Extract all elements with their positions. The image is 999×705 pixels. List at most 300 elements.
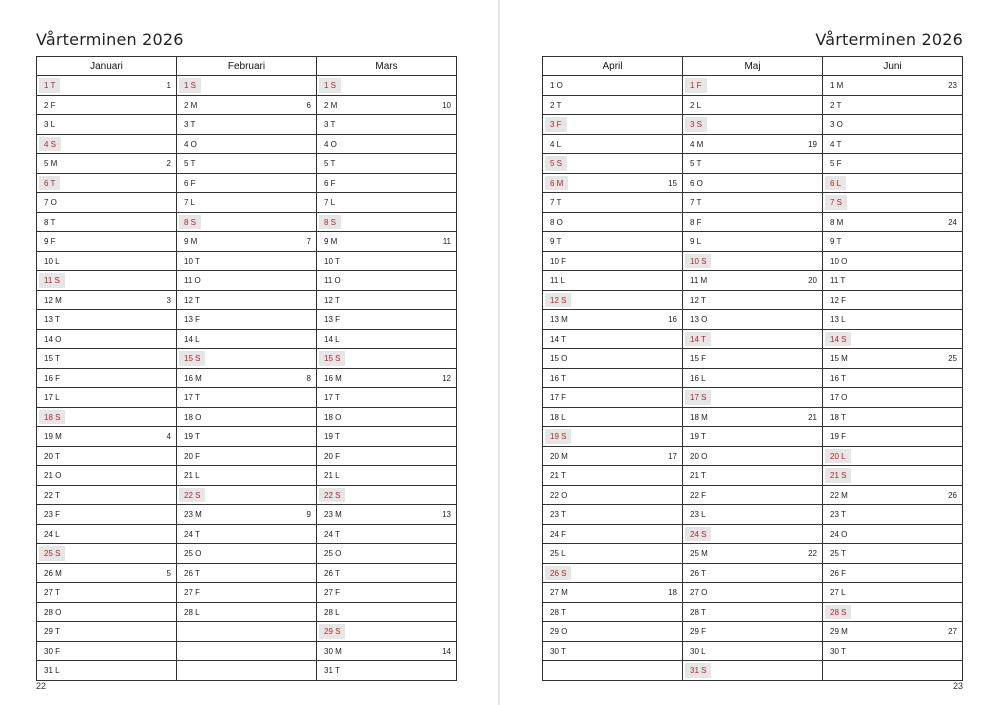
page-number: 23 [952,681,963,691]
day-label: 29 F [690,627,707,636]
right-page [500,0,999,705]
day-cell [683,115,823,135]
day-label: 12 F [830,295,847,305]
day-label: 28 T [690,607,706,617]
holiday-day-label: 14 S [825,332,851,347]
day-cell [823,505,963,525]
holiday-day-label: 19 S [545,429,571,444]
empty-cell [177,622,317,642]
day-label: 14 O [44,334,62,344]
day-label: 27 O [690,588,708,597]
holiday-day-label: 20 L [825,449,851,464]
day-label: 15 O [550,354,568,363]
day-cell [177,290,317,310]
day-label: 2 T [830,100,842,110]
day-cell [37,173,177,193]
day-label: 1 M [830,81,844,90]
day-cell [37,466,177,486]
day-row [37,329,457,349]
day-label: 20 O [690,451,708,461]
day-cell [823,251,963,271]
day-row [543,134,963,154]
day-row [543,505,963,525]
day-cell [177,154,317,174]
day-label: 3 T [324,120,336,129]
day-cell [543,329,683,349]
day-label: 2 L [690,100,702,110]
day-label: 16 M [184,373,202,383]
day-label: 29 O [550,627,568,636]
day-row [37,466,457,486]
day-row [37,661,457,681]
day-cell [317,251,457,271]
day-label: 23 F [44,510,61,519]
day-label: 28 L [324,607,340,617]
empty-cell [177,661,317,681]
day-cell [317,544,457,564]
day-cell [823,329,963,349]
day-cell [683,76,823,96]
day-row [543,212,963,232]
day-cell [823,271,963,291]
day-cell [177,524,317,544]
day-cell [177,329,317,349]
day-label: 30 M [324,646,342,656]
day-cell [823,388,963,408]
day-label: 9 F [44,237,56,246]
day-row [543,602,963,622]
day-cell [543,95,683,115]
day-cell [823,407,963,427]
day-cell [317,661,457,681]
day-cell [683,505,823,525]
day-label: 23 M [324,510,342,519]
day-cell [37,407,177,427]
day-label: 19 F [830,432,847,441]
day-label: 21 T [550,471,566,480]
day-label: 24 F [550,529,567,539]
day-label: 25 O [324,549,342,558]
day-row [37,232,457,252]
day-cell [683,485,823,505]
day-label: 6 O [690,178,703,188]
day-label: 3 O [830,120,843,129]
week-number: 13 [442,510,451,519]
day-cell [543,622,683,642]
day-cell [683,602,823,622]
day-label: 20 T [44,451,60,461]
day-row [37,95,457,115]
day-label: 26 T [324,568,340,578]
day-cell [823,446,963,466]
week-number: 24 [948,217,957,227]
day-label: 23 L [690,510,706,519]
day-label: 26 T [184,568,200,578]
day-label: 24 L [44,529,60,539]
day-cell [37,661,177,681]
day-cell [177,76,317,96]
day-cell [177,427,317,447]
day-cell [317,232,457,252]
day-cell [683,193,823,213]
day-cell [823,622,963,642]
day-cell [37,271,177,291]
page-number: 22 [36,681,47,691]
day-cell [317,173,457,193]
day-cell [37,251,177,271]
day-row [543,661,963,681]
day-cell [543,115,683,135]
day-row [37,505,457,525]
day-row [543,95,963,115]
day-cell [683,407,823,427]
day-cell [177,368,317,388]
holiday-day-label: 1 T [39,78,60,93]
day-cell [683,388,823,408]
day-cell [317,95,457,115]
day-cell [683,641,823,661]
day-label: 13 M [550,315,568,324]
day-label: 3 L [44,120,56,129]
day-cell [823,95,963,115]
day-label: 9 L [690,237,702,246]
day-row [543,485,963,505]
day-cell [543,232,683,252]
week-number: 10 [442,100,451,110]
holiday-day-label: 1 S [319,78,341,93]
day-row [543,349,963,369]
day-label: 7 T [690,198,702,207]
month-header-row [543,57,963,76]
day-cell [177,310,317,330]
day-cell [683,134,823,154]
day-cell [177,115,317,135]
day-cell [37,505,177,525]
day-cell [683,524,823,544]
day-label: 19 M [44,432,62,441]
day-cell [823,427,963,447]
holiday-day-label: 10 S [685,254,711,269]
empty-cell [543,661,683,681]
day-cell [683,466,823,486]
week-number: 14 [442,646,451,656]
holiday-day-label: 22 S [319,488,345,503]
day-cell [37,602,177,622]
day-label: 18 O [324,412,342,422]
day-cell [177,485,317,505]
day-row [543,193,963,213]
day-row [543,271,963,291]
day-row [543,329,963,349]
day-label: 7 O [44,198,57,207]
day-cell [177,232,317,252]
holiday-day-label: 3 S [685,117,707,132]
day-cell [543,563,683,583]
day-label: 16 T [550,373,566,383]
day-label: 16 M [324,373,342,383]
day-label: 8 M [830,217,844,227]
day-cell [37,232,177,252]
holiday-day-label: 6 T [39,176,60,191]
day-cell [37,115,177,135]
day-label: 19 T [184,432,200,441]
day-cell [317,271,457,291]
day-label: 13 F [324,315,341,324]
day-cell [683,212,823,232]
day-row [543,427,963,447]
page-title: Vårterminen 2026 [815,30,963,49]
holiday-day-label: 14 T [685,332,711,347]
day-label: 7 L [324,198,336,207]
day-cell [543,544,683,564]
day-label: 4 O [324,139,337,149]
day-cell [177,95,317,115]
day-label: 9 T [830,237,842,246]
day-label: 25 O [184,549,202,558]
day-row [543,368,963,388]
day-label: 18 M [690,412,708,422]
day-row [543,622,963,642]
day-cell [317,641,457,661]
day-cell [823,349,963,369]
day-label: 17 T [324,393,340,402]
week-number: 3 [166,295,171,305]
day-cell [177,193,317,213]
day-cell [543,349,683,369]
day-cell [37,641,177,661]
week-number: 26 [948,490,957,500]
holiday-day-label: 11 S [39,273,65,288]
day-cell [823,641,963,661]
day-label: 24 O [830,529,848,539]
day-cell [683,232,823,252]
day-cell [177,173,317,193]
day-label: 25 T [830,549,846,558]
holiday-day-label: 3 F [545,117,567,132]
day-label: 28 L [184,607,200,617]
day-cell [37,524,177,544]
day-label: 27 T [44,588,60,597]
day-label: 31 T [324,666,340,675]
day-label: 26 M [44,568,62,578]
day-cell [37,563,177,583]
day-label: 11 L [550,276,565,285]
day-row [543,466,963,486]
week-number: 19 [808,139,817,149]
day-label: 19 T [690,432,706,441]
week-number: 4 [166,432,171,441]
week-number: 23 [948,81,957,90]
day-row [543,641,963,661]
day-label: 17 L [44,393,60,402]
day-row [543,115,963,135]
month-header: Januari [37,57,177,76]
day-label: 12 T [184,295,200,305]
week-number: 9 [306,510,311,519]
day-label: 26 F [830,568,847,578]
week-number: 15 [668,178,677,188]
day-label: 2 M [324,100,338,110]
day-label: 1 O [550,81,563,90]
day-cell [543,76,683,96]
day-label: 20 F [324,451,341,461]
day-row [543,290,963,310]
day-label: 5 T [184,159,196,168]
day-cell [317,212,457,232]
day-cell [823,485,963,505]
day-row [37,563,457,583]
day-label: 18 L [550,412,566,422]
day-label: 20 M [550,451,568,461]
day-row [543,154,963,174]
day-cell [683,583,823,603]
day-row [37,290,457,310]
day-row [543,407,963,427]
day-cell [37,193,177,213]
day-cell [37,290,177,310]
week-number: 16 [668,315,677,324]
holiday-day-label: 6 M [545,176,568,191]
day-label: 30 F [44,646,61,656]
day-cell [683,349,823,369]
day-row [37,134,457,154]
month-header: April [543,57,683,76]
day-label: 11 M [690,276,708,285]
day-cell [543,154,683,174]
day-label: 8 T [44,217,56,227]
day-cell [823,232,963,252]
day-row [543,544,963,564]
day-cell [823,310,963,330]
day-cell [543,212,683,232]
day-row [37,407,457,427]
day-cell [177,602,317,622]
day-label: 8 O [550,217,563,227]
day-cell [317,485,457,505]
day-label: 6 F [324,178,336,188]
day-row [37,154,457,174]
day-label: 27 F [184,588,201,597]
day-cell [37,134,177,154]
day-row [37,485,457,505]
day-cell [37,583,177,603]
day-label: 18 O [184,412,202,422]
day-label: 18 T [830,412,846,422]
empty-cell [823,661,963,681]
holiday-day-label: 26 S [545,566,571,581]
day-cell [543,193,683,213]
day-label: 30 L [690,646,706,656]
day-cell [317,622,457,642]
day-row [543,446,963,466]
day-cell [317,290,457,310]
week-number: 18 [668,588,677,597]
day-cell [177,349,317,369]
day-cell [823,466,963,486]
holiday-day-label: 21 S [825,468,851,483]
holiday-day-label: 15 S [319,351,345,366]
day-row [543,251,963,271]
week-number: 22 [808,549,817,558]
day-label: 23 T [830,510,846,519]
day-label: 8 F [690,217,702,227]
day-cell [317,310,457,330]
week-number: 12 [442,373,451,383]
day-row [37,349,457,369]
day-cell [823,212,963,232]
day-label: 24 T [184,529,200,539]
day-cell [683,95,823,115]
month-header: Juni [823,57,963,76]
day-cell [177,544,317,564]
day-label: 10 T [184,256,200,266]
week-number: 27 [948,627,957,636]
day-cell [683,446,823,466]
day-cell [683,271,823,291]
day-label: 17 T [184,393,200,402]
day-label: 12 M [44,295,62,305]
day-row [37,76,457,96]
day-cell [37,446,177,466]
month-header: Februari [177,57,317,76]
day-cell [317,115,457,135]
day-cell [543,134,683,154]
day-label: 20 F [184,451,201,461]
day-row [37,173,457,193]
holiday-day-label: 1 S [179,78,201,93]
day-cell [683,173,823,193]
day-cell [683,310,823,330]
day-row [37,212,457,232]
day-row [37,641,457,661]
day-label: 27 M [550,588,568,597]
day-cell [543,388,683,408]
day-cell [317,134,457,154]
day-cell [37,485,177,505]
day-label: 16 T [830,373,846,383]
day-cell [177,466,317,486]
week-number: 11 [442,237,451,246]
day-row [543,388,963,408]
day-row [37,583,457,603]
day-label: 15 T [44,354,60,363]
day-cell [37,368,177,388]
day-label: 10 T [324,256,340,266]
week-number: 20 [808,276,817,285]
day-cell [683,563,823,583]
day-row [543,173,963,193]
day-cell [37,154,177,174]
calendar-table [542,56,963,681]
day-cell [683,329,823,349]
day-row [37,388,457,408]
day-row [37,544,457,564]
day-cell [823,583,963,603]
day-cell [317,368,457,388]
day-cell [543,290,683,310]
day-label: 10 F [550,256,567,266]
day-cell [823,154,963,174]
day-cell [543,368,683,388]
day-label: 15 F [690,354,707,363]
day-cell [683,661,823,681]
day-row [37,602,457,622]
day-cell [317,388,457,408]
day-cell [37,388,177,408]
holiday-day-label: 17 S [685,390,711,405]
day-label: 7 T [550,198,562,207]
day-label: 27 F [324,588,341,597]
